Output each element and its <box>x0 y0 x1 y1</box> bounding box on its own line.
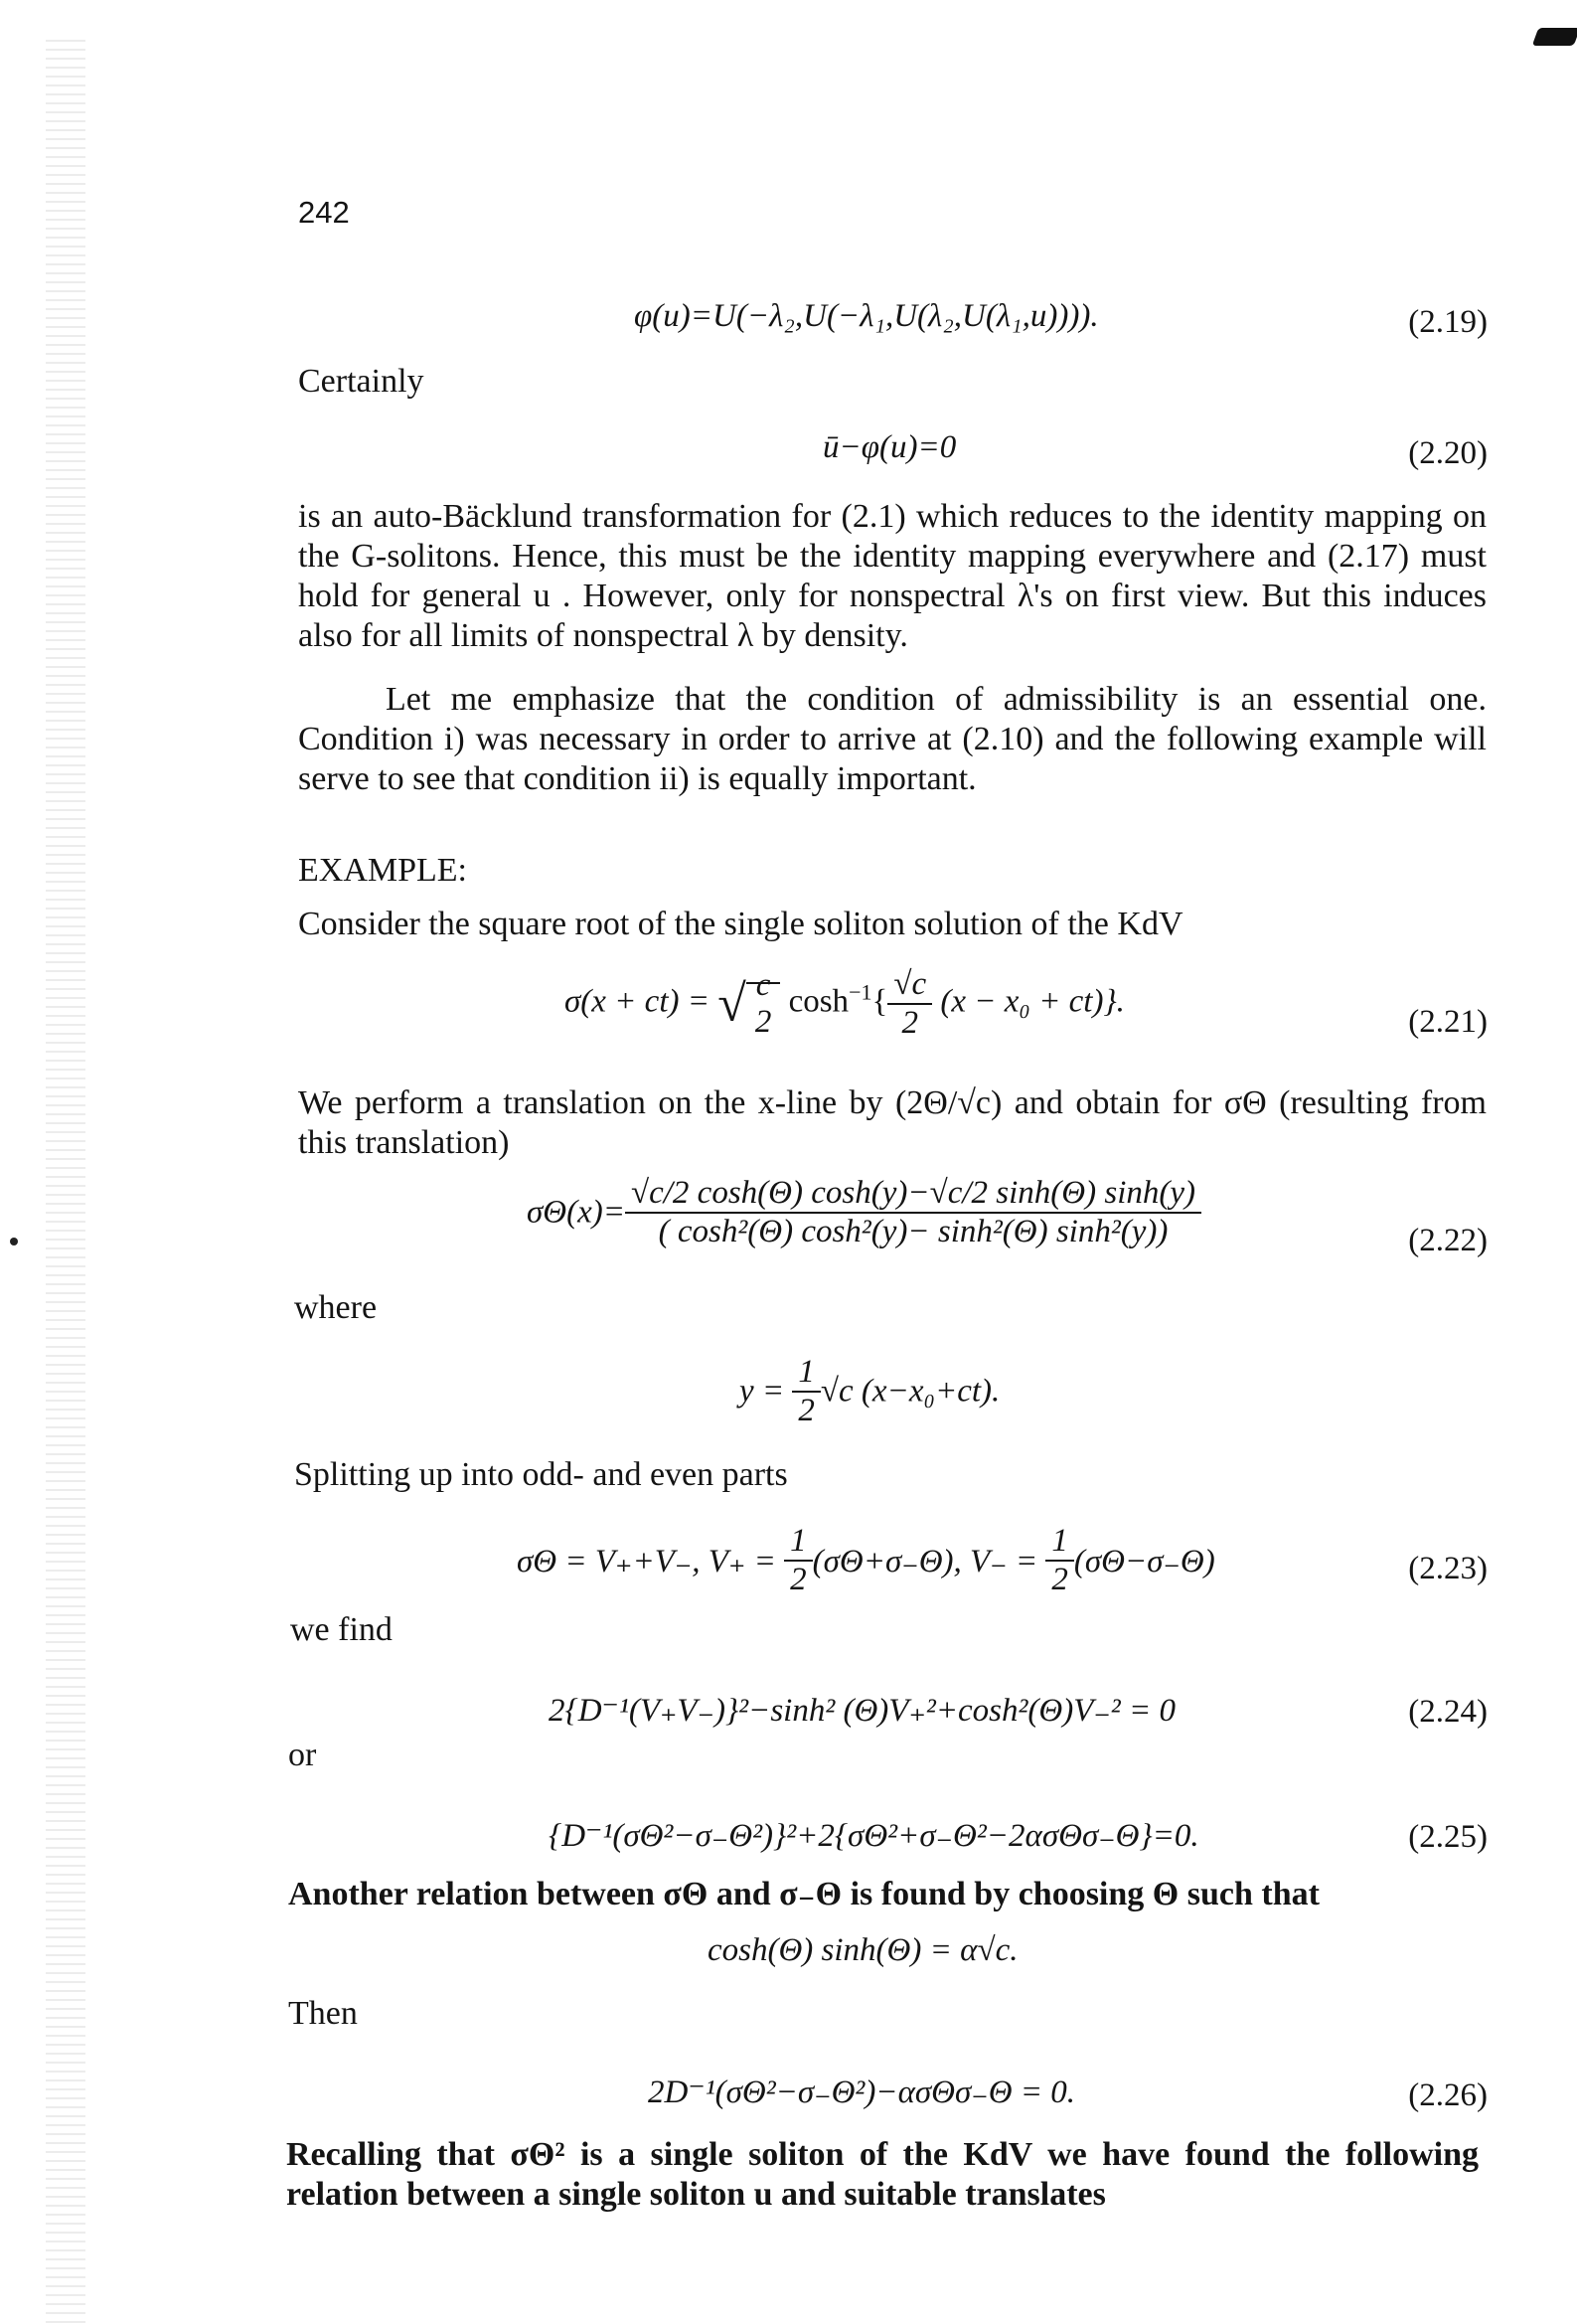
eq-y-rhs: √c (x−x₀+ct). <box>820 1373 1001 1410</box>
eq222-lhs: σΘ(x)= <box>527 1194 625 1231</box>
equation-y-definition <box>739 1354 1000 1429</box>
text-then: Then <box>288 1995 358 2032</box>
text-consider: Consider the square root of the single soliton solution of the KdV <box>298 906 1183 942</box>
example-heading: EXAMPLE: <box>298 852 467 889</box>
eq-y-fraction: $\frac{1}{2}$ <box>792 1354 821 1429</box>
equation-tag-2-26: (2.26) <box>1408 2077 1488 2113</box>
eq221-radicand: c 2 <box>754 967 772 1040</box>
equation-tag-2-21: (2.21) <box>1408 1004 1488 1040</box>
equation-2-21 <box>564 966 1125 1042</box>
equation-2-20: ū−φ(u)=0 <box>823 429 957 465</box>
eq223-fraction2: $\frac{1}{2}$ <box>1045 1523 1074 1598</box>
eq221-cosh-exponent: −1 <box>849 979 872 1005</box>
text-splitting: Splitting up into odd- and even parts <box>294 1456 788 1493</box>
equation-2-24: 2{D⁻¹(V₊V₋)}²−sinh² (Θ)V₊²+cosh²(Θ)V₋² = 0 <box>549 1693 1176 1729</box>
equation-2-22 <box>527 1175 1201 1250</box>
paragraph-backlund: is an auto-Bäcklund transformation for (2.1) which reduces to the identity mapping on the G-solitons. Hence, this must be the identity mapping everywhere and (2.17) must hold for general u . However, only for nonspectral λ's on first view. But this induces also for all limits of nonspectral λ by density. <box>298 498 1487 654</box>
eq223-part3: (σΘ−σ₋Θ) <box>1073 1544 1215 1579</box>
eq221-fraction: $\frac{√c}{2}$ <box>887 966 932 1042</box>
equation-tag-2-23: (2.23) <box>1408 1551 1488 1586</box>
equation-tag-2-20: (2.20) <box>1408 435 1488 471</box>
text-we-find: we find <box>290 1611 393 1648</box>
paragraph-translation: We perform a translation on the x-line by (2Θ/√c) and obtain for σΘ (resulting from this translation) <box>298 1084 1487 1161</box>
sqrt-icon: √ <box>717 975 746 1033</box>
eq222-fraction: $\frac{√c/2 \cosh(\Theta) \cosh(y)-√c/2 \sinh(\Theta) \sinh(y)}{\text{( cosh²(Θ) cosh²(y)− sinh²(Θ) sinh²(y))}}$ <box>625 1175 1201 1250</box>
eq223-fraction1: $\frac{1}{2}$ <box>784 1523 813 1598</box>
eq221-lhs: σ(x + ct) = <box>564 983 710 1020</box>
eq-y-lhs: y = <box>739 1373 785 1410</box>
scan-dot <box>10 1238 18 1245</box>
text-another-relation: Another relation between σΘ and σ₋Θ is found by choosing Θ such that <box>288 1876 1320 1912</box>
eq221-argument: (x − x₀ + ct)}. <box>940 983 1125 1020</box>
text-certainly: Certainly <box>298 363 424 400</box>
equation-tag-2-25: (2.25) <box>1408 1819 1488 1855</box>
eq223-part2: (σΘ+σ₋Θ), V₋ = <box>812 1544 1038 1579</box>
eq221-brace: { <box>871 983 888 1020</box>
scan-edge-artifact <box>46 40 85 2324</box>
paragraph-admissibility: Let me emphasize that the condition of admissibility is an essential one. Condition i) was necessary in order to arrive at (2.10) and the following example will serve to see that condition ii) is equally important. <box>298 681 1487 797</box>
text-or: or <box>288 1737 317 1773</box>
equation-2-23 <box>517 1523 1215 1598</box>
equation-tag-2-24: (2.24) <box>1408 1694 1488 1730</box>
equation-2-25: {D⁻¹(σΘ²−σ₋Θ²)}²+2{σΘ²+σ₋Θ²−2ασΘσ₋Θ}=0. <box>549 1818 1199 1854</box>
scan-corner-mark <box>1532 28 1577 46</box>
eq221-cosh: cosh <box>788 983 850 1020</box>
equation-cosh-sinh: cosh(Θ) sinh(Θ) = α√c. <box>708 1932 1019 1968</box>
paragraph-recalling: Recalling that σΘ² is a single soliton of the KdV we have found the following relation between a single soliton u and suitable translates <box>286 2136 1479 2213</box>
text-where: where <box>294 1289 378 1326</box>
eq223-part1: σΘ = V₊+V₋, V₊ = <box>517 1544 776 1579</box>
equation-tag-2-19: (2.19) <box>1408 304 1488 340</box>
page-number: 242 <box>298 195 350 230</box>
equation-2-19: φ(u)=U(−λ₂,U(−λ₁,U(λ₂,U(λ₁,u)))). <box>634 298 1099 334</box>
equation-2-26: 2D⁻¹(σΘ²−σ₋Θ²)−ασΘσ₋Θ = 0. <box>648 2075 1076 2110</box>
equation-tag-2-22: (2.22) <box>1408 1223 1488 1258</box>
